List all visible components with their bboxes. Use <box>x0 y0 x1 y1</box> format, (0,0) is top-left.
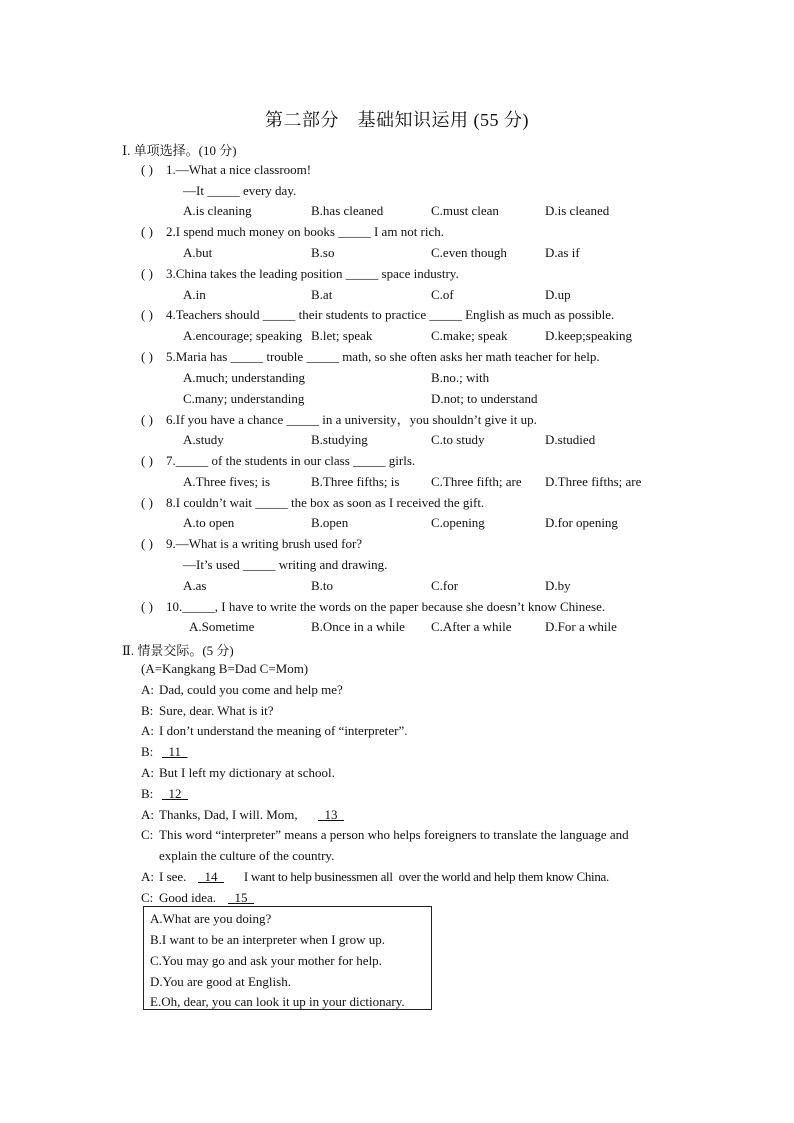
blank-15[interactable]: 15 <box>228 890 254 905</box>
option-d: D.Three fifths; are <box>545 474 642 489</box>
option-b: B.has cleaned <box>311 203 384 218</box>
question-stem: 3.China takes the leading position _____ space industry. <box>166 266 459 281</box>
answer-paren[interactable]: ( ) <box>141 495 153 510</box>
option-a: A.to open <box>183 515 235 530</box>
dialogue-line: I don’t understand the meaning of “interpreter”. <box>159 723 408 738</box>
option-b: B.studying <box>311 432 368 447</box>
question-stem-2: —It’s used _____ writing and drawing. <box>183 557 388 572</box>
option-a: A.Three fives; is <box>183 474 271 489</box>
option-d: D.up <box>545 287 571 302</box>
choices-box <box>143 906 432 1010</box>
answer-paren[interactable]: ( ) <box>141 453 153 468</box>
option-a: A.study <box>183 432 224 447</box>
answer-paren[interactable]: ( ) <box>141 412 153 427</box>
blank-11[interactable]: 11 <box>162 744 188 759</box>
choice-item: D.You are good at English. <box>150 974 291 989</box>
dialogue-line: Thanks, Dad, I will. Mom, <box>159 807 305 822</box>
speaker: C: <box>141 827 154 842</box>
question-stem: 6.If you have a chance _____ in a university，you shouldn’t give it up. <box>166 412 537 427</box>
option-b: B.let; speak <box>311 328 373 343</box>
option-c: C.After a while <box>431 619 512 634</box>
option-a: A.encourage; speaking <box>183 328 303 343</box>
question-stem: 9.—What is a writing brush used for? <box>166 536 363 551</box>
option-d: D.for opening <box>545 515 618 530</box>
option-b: B.no.; with <box>431 370 490 385</box>
speaker: B: <box>141 744 154 759</box>
dialogue-line: explain the culture of the country. <box>159 848 335 863</box>
choice-item: A.What are you doing? <box>150 911 272 926</box>
option-c: C.Three fifth; are <box>431 474 522 489</box>
role-legend: (A=Kangkang B=Dad C=Mom) <box>141 661 309 676</box>
answer-paren[interactable]: ( ) <box>141 266 153 281</box>
question-stem: 8.I couldn’t wait _____ the box as soon as I received the gift. <box>166 495 485 510</box>
blank-14[interactable]: 14 <box>198 869 224 884</box>
option-b: B.so <box>311 245 335 260</box>
speaker: A: <box>141 765 154 780</box>
answer-paren[interactable]: ( ) <box>141 224 153 239</box>
option-b: B.Three fifths; is <box>311 474 400 489</box>
option-d: D.is cleaned <box>545 203 610 218</box>
option-c: C.of <box>431 287 454 302</box>
speaker: A: <box>141 807 154 822</box>
question-stem-2: —It _____ every day. <box>183 183 297 198</box>
option-c: C.even though <box>431 245 507 260</box>
dialogue-line: Dad, could you come and help me? <box>159 682 343 697</box>
speaker: B: <box>141 786 154 801</box>
section1-heading: Ⅰ. 单项选择。(10 分) <box>122 143 237 158</box>
option-d: D.not; to understand <box>431 391 538 406</box>
option-d: D.keep;speaking <box>545 328 633 343</box>
blank-12[interactable]: 12 <box>162 786 188 801</box>
answer-paren[interactable]: ( ) <box>141 536 153 551</box>
option-d: D.as if <box>545 245 580 260</box>
option-c: C.opening <box>431 515 485 530</box>
speaker: B: <box>141 703 154 718</box>
choice-item: B.I want to be an interpreter when I grow up. <box>150 932 386 947</box>
dialogue-line: But I left my dictionary at school. <box>159 765 335 780</box>
choice-item: E.Oh, dear, you can look it up in your dictionary. <box>150 994 405 1009</box>
option-c: C.make; speak <box>431 328 508 343</box>
dialogue-line: Sure, dear. What is it? <box>159 703 274 718</box>
option-a: A.in <box>183 287 206 302</box>
answer-paren[interactable]: ( ) <box>141 162 153 177</box>
question-stem: 4.Teachers should _____ their students to practice _____ English as much as possible. <box>166 307 615 322</box>
option-b: B.Once in a while <box>311 619 405 634</box>
option-a: A.as <box>183 578 207 593</box>
dialogue-line: Good idea. <box>159 890 223 905</box>
option-a: A.but <box>183 245 213 260</box>
option-c: C.many; understanding <box>183 391 305 406</box>
question-stem: 2.I spend much money on books _____ I am not rich. <box>166 224 445 239</box>
option-c: C.must clean <box>431 203 499 218</box>
option-b: B.open <box>311 515 349 530</box>
option-b: B.to <box>311 578 334 593</box>
option-b: B.at <box>311 287 333 302</box>
option-a: A.much; understanding <box>183 370 306 385</box>
option-d: D.For a while <box>545 619 617 634</box>
question-stem: 7._____ of the students in our class _____ girls. <box>166 453 416 468</box>
speaker: A: <box>141 723 154 738</box>
dialogue-line: This word “interpreter” means a person who helps foreigners to translate the language and <box>159 827 629 842</box>
choice-item: C.You may go and ask your mother for help. <box>150 953 382 968</box>
answer-paren[interactable]: ( ) <box>141 307 153 322</box>
speaker: C: <box>141 890 154 905</box>
page-title: 第二部分 基础知识运用 (55 分) <box>265 110 529 130</box>
question-stem: 1.—What a nice classroom! <box>166 162 312 177</box>
answer-paren[interactable]: ( ) <box>141 349 153 364</box>
blank-13[interactable]: 13 <box>318 807 344 822</box>
option-c: C.to study <box>431 432 485 447</box>
option-a: A.Sometime <box>189 619 255 634</box>
dialogue-line: I see. <box>159 869 193 884</box>
option-d: D.by <box>545 578 571 593</box>
section2-heading: Ⅱ. 情景交际。(5 分) <box>122 643 234 658</box>
option-c: C.for <box>431 578 459 593</box>
question-stem: 5.Maria has _____ trouble _____ math, so she often asks her math teacher for help. <box>166 349 600 364</box>
speaker: A: <box>141 869 154 884</box>
option-d: D.studied <box>545 432 596 447</box>
option-a: A.is cleaning <box>183 203 252 218</box>
speaker: A: <box>141 682 154 697</box>
question-stem: 10._____, I have to write the words on the paper because she doesn’t know Chinese. <box>166 599 606 614</box>
dialogue-line: I want to help businessmen all over the world and help them know China. <box>238 869 609 884</box>
answer-paren[interactable]: ( ) <box>141 599 153 614</box>
